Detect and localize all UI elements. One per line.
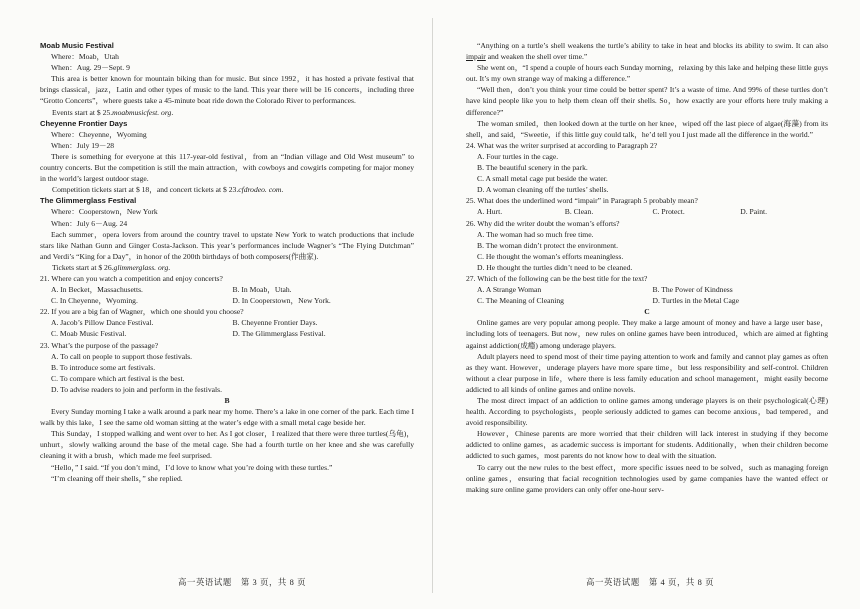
option: B. In Moab，Utah. (232, 285, 292, 295)
festival-where: Where：Moab，Utah (51, 52, 119, 62)
option: D. In Cooperstown，New York. (232, 296, 331, 306)
question-options (466, 284, 828, 295)
option: D. Paint. (740, 207, 768, 217)
option: C. He thought the woman’s efforts meaningless. (477, 251, 624, 261)
option: D. The Glimmerglass Festival. (232, 329, 326, 339)
passage-paragraph: Online games are very popular among people. They make a large amount of money and have a large user base，including lots of teenagers. But now，new rules on online games have been introduced，which are aimed at fighting against addiction(成瘾) among underage players. (466, 318, 828, 350)
option: A. Jacob’s Pillow Dance Festival. (51, 318, 154, 328)
option: A. To call on people to support those festivals. (51, 351, 193, 361)
festival-where: Where：Cooperstown，New York (51, 207, 158, 217)
question-stem: 27. Which of the following can be the best title for the text? (466, 273, 648, 283)
passage-paragraph: “Anything on a turtle’s shell weakens the turtle’s ability to take in heat and blocks its ability to swim. It can also impair and weaken the shell over time.” (466, 41, 828, 62)
option: C. To compare which art festival is the best. (51, 373, 185, 383)
question-stem: 22. If you are a big fan of Wagner，which one should you choose? (40, 307, 244, 317)
section-heading: B (224, 396, 230, 405)
option: D. Turtles in the Metal Cage (652, 296, 739, 306)
option: B. The woman didn’t protect the environment. (477, 240, 619, 250)
festival-description: Each summer，opera lovers from around the country travel to upstate New York to watch productions that include stars like Nathan Gunn and Ginger Costa-Jackson. This year’s performances include Wagner’s “The Flying Dutchman” and Verdi’s “King for a Day”，in honor of the 200th birthdays of both composers(作曲家). (40, 229, 414, 261)
passage-paragraph: However，Chinese parents are more worried that their children will lack interest in studying if they become addicted to online games，as academic success is important for students. Additionally，when their children become addicted to such games，most parents do not know how to deal with the situation. (466, 429, 828, 461)
left-page (40, 40, 414, 484)
question-options (40, 284, 414, 295)
festival-description: There is something for everyone at this 117-year-old festival，from an “Indian village and Old West museum” to country concerts. But the competition is still the main attraction，with cowboys and cowgirls competing for major money in the world’s largest outdoor stage. (40, 151, 414, 184)
festival-price: Competition tickets start at $ 18，and concert tickets at $ 23.cfdrodeo. com. (52, 185, 284, 195)
right-page (466, 40, 828, 495)
question-stem: 26. Why did the writer doubt the woman’s efforts? (466, 218, 620, 228)
festival-title: The Glimmerglass Festival (40, 196, 137, 206)
question-options (40, 328, 414, 339)
passage-paragraph: The most direct impact of an addiction to online games among underage players is on their psychological(心理) health. According to psychologists，people seriously addicted to games can become anxious，bad tempered，and avoid responsibility. (466, 396, 828, 428)
question-options (466, 295, 828, 306)
passage-paragraph: “Hello，” I said. “If you don’t mind，I’d love to know what you’re doing with these turtles.” (51, 462, 333, 472)
option: B. Cheyenne Frontier Days. (232, 318, 318, 328)
passage-paragraph: This Sunday，I stopped walking and went over to her. As I got closer，I realized that there were three turtles(乌龟)，unhurt，slowly walking around the base of the metal cage. She had a fourth turtle on her knee and she was carefully cleaning it with a brush，which made me feel surprised. (40, 429, 414, 461)
passage-paragraph: To carry out the new rules to the best effect，more specific issues need to be solved，such as managing foreign online games，ensuring that facial recognition technologies used by game companies have the wanted effect or making sure online game providers can only offer one-hour serv- (466, 462, 828, 494)
passage-paragraph: The woman smiled，then looked down at the turtle on her knee，wiped off the last piece of algae(海藻) from its shell，and said，“Sweetie，if this little guy could talk，he’d tell you I just made all the difference in the world.” (466, 118, 828, 139)
option: C. A small metal cage put beside the water. (477, 174, 608, 184)
option: A. Hurt. (477, 207, 503, 217)
option: C. In Cheyenne，Wyoming. (51, 296, 138, 306)
festival-description: This area is better known for mountain biking than for music. But since 1992，it has hosted a private festival that brings classical，jazz，Latin and other types of music to the land. This year there will be 16 concerts，including three “Grotto Concerts”，where guests take a 45-minute boat ride down the Colorado River to performances. (40, 74, 414, 106)
passage-paragraph: Adult players need to spend most of their time paying attention to work and family and cannot play games as often as they want. However，underage players have more spare time，but less responsibility and self-control. Children without a clear purpose in life，where there is less family education and school management，might easily become addicted to all kinds of online games and online novels. (466, 351, 828, 394)
option: C. Protect. (652, 207, 685, 217)
passage-paragraph: Every Sunday morning I take a walk around a park near my home. There’s a lake in one corner of the park. Each time I walk by this lake，I see the same old woman sitting at the water’s edge with a small metal cage beside her. (40, 407, 414, 428)
option: D. A woman cleaning off the turtles’ shells. (477, 185, 609, 195)
option: A. A Strange Woman (477, 285, 542, 295)
option: A. In Becket，Massachusetts. (51, 285, 143, 295)
festival-price: Events start at $ 25.moabmusicfest. org. (52, 107, 174, 117)
passage-paragraph: She went on，“I spend a couple of hours each Sunday morning，relaxing by this lake and helping these little guys out. It’s my own strange way of making a difference.” (466, 63, 828, 84)
option: D. He thought the turtles didn’t need to be cleaned. (477, 262, 633, 272)
question-options (40, 317, 414, 328)
question-stem: 23. What’s the purpose of the passage? (40, 340, 159, 350)
festival-title: Cheyenne Frontier Days (40, 118, 128, 128)
question-stem: 21. Where can you watch a competition and enjoy concerts? (40, 273, 223, 283)
section-heading: C (644, 307, 650, 317)
question-options (466, 206, 828, 217)
question-stem: 24. What was the writer surprised at according to Paragraph 2? (466, 140, 658, 150)
passage-paragraph: “I’m cleaning off their shells，” she replied. (51, 473, 183, 483)
option: B. Clean. (564, 207, 594, 217)
page-divider (432, 18, 433, 593)
option: D. To advise readers to join and perform in the festivals. (51, 384, 222, 394)
option: C. The Meaning of Cleaning (477, 296, 564, 306)
option: B. The Power of Kindness (652, 285, 733, 295)
page-footer: 高一英语试题 第 3 页，共 8 页 (178, 578, 307, 587)
festival-when: When：July 6－Aug. 24 (51, 218, 128, 228)
festival-when: When：Aug. 29－Sept. 9 (51, 63, 130, 73)
option: B. To introduce some art festivals. (51, 362, 156, 372)
passage-paragraph: “Well then，don’t you think your time could be better spent? It’s a waste of time. And 99% of these turtles don’t have kind people like you to help them clean off their shells. So，how exactly are your efforts here truly making a difference?” (466, 85, 828, 117)
page-footer: 高一英语试题 第 4 页，共 8 页 (586, 578, 715, 587)
question-stem: 25. What does the underlined word “impair” in Paragraph 5 probably mean? (466, 196, 698, 206)
festival-price: Tickets start at $ 26.glimmerglass. org. (52, 262, 171, 272)
underlined-word: impair (466, 52, 486, 62)
option: B. The beautiful scenery in the park. (477, 163, 588, 173)
festival-when: When：July 19－28 (51, 140, 115, 150)
festival-where: Where：Cheyenne，Wyoming (51, 129, 147, 139)
option: C. Moab Music Festival. (51, 329, 127, 339)
question-options (40, 295, 414, 306)
option: A. Four turtles in the cage. (477, 151, 559, 161)
option: A. The woman had so much free time. (477, 229, 594, 239)
festival-title: Moab Music Festival (40, 41, 114, 50)
